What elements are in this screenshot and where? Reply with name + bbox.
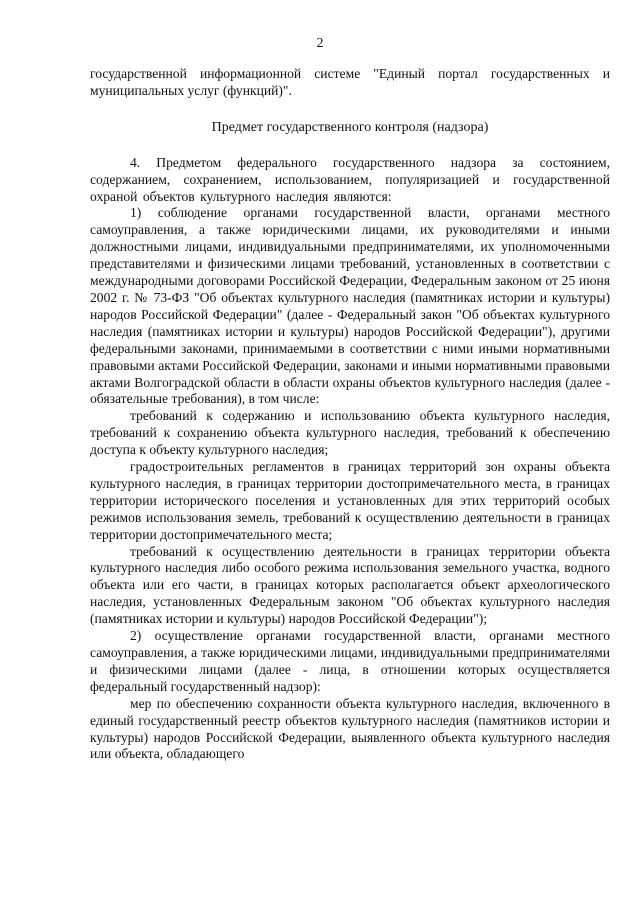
page-number: 2 — [316, 36, 324, 51]
paragraph-subitem-2: 2) осуществление органами государственной власти, органами местного самоуправления, а также юридическими лицами, индивидуальными предпринимателями и физическими лицами (далее - лица, в отношении которых осуществляется федеральный государственный надзор): — [90, 628, 610, 694]
document-body — [90, 66, 610, 763]
paragraph-requirements-maintenance: требований к содержанию и использованию объекта культурного наследия, требований к сохранению объекта культурного наследия, требований к обеспечению доступа к объекту культурного наследия; — [90, 408, 610, 458]
intro-paragraph: государственной информационной системе "Единый портал государственных и муниципальных услуг (функций)". — [90, 66, 610, 98]
paragraph-subitem-1: 1) соблюдение органами государственной власти, органами местного самоуправления, а также юридическими лицами, их руководителями и иными должностными лицами, индивидуальными предпринимателями, их уполномоченными представителями и физическими лицами требований, установленных в соответствии с международными договорами Российской Федерации, Федеральным законом от 25 июня 2002 г. № 73-ФЗ "Об объектах культурного наследия (памятниках истории и культуры) народов Российской Федерации" (далее - Федеральный закон "Об объектах культурного наследия (памятниках истории и культуры) народов Российской Федерации"), другими федеральными законами, принимаемыми в соответствии с ними иными нормативными правовыми актами Российской Федерации, законами и иными нормативными правовыми актами Волгоградской области в области охраны объектов культурного наследия (далее - обязательные требования), в том числе: — [90, 205, 610, 407]
paragraph-item-4: 4. Предметом федерального государственного надзора за состоянием, содержанием, сохранением, использованием, популяризацией и государственной охраной объектов культурного наследия являются: — [90, 154, 610, 204]
paragraph-requirements-activity: требований к осуществлению деятельности в границах территории объекта культурного наследия либо особого режима использования земельного участка, водного объекта или его части, в границах которых располагается объект археологического наследия, установленных Федеральным законом "Об объектах культурного наследия (памятниках истории и культуры) народов Российской Федерации"); — [90, 543, 610, 627]
section-heading: Предмет государственного контроля (надзора) — [211, 119, 489, 135]
paragraph-urban-regulations: градостроительных регламентов в границах территорий зон охраны объекта культурного наследия, в границах территории достопримечательного места, в границах территории исторического поселения и установленных для этих территорий особых режимов использования земель, требований к осуществлению деятельности в границах территории достопримечательного места; — [90, 459, 610, 542]
paragraph-measures: мер по обеспечению сохранности объекта культурного наследия, включенного в единый государственный реестр объектов культурного наследия (памятников истории и культуры) народов Российской Федерации, выявленного объекта культурного наследия или объекта, обладающего — [90, 695, 610, 762]
